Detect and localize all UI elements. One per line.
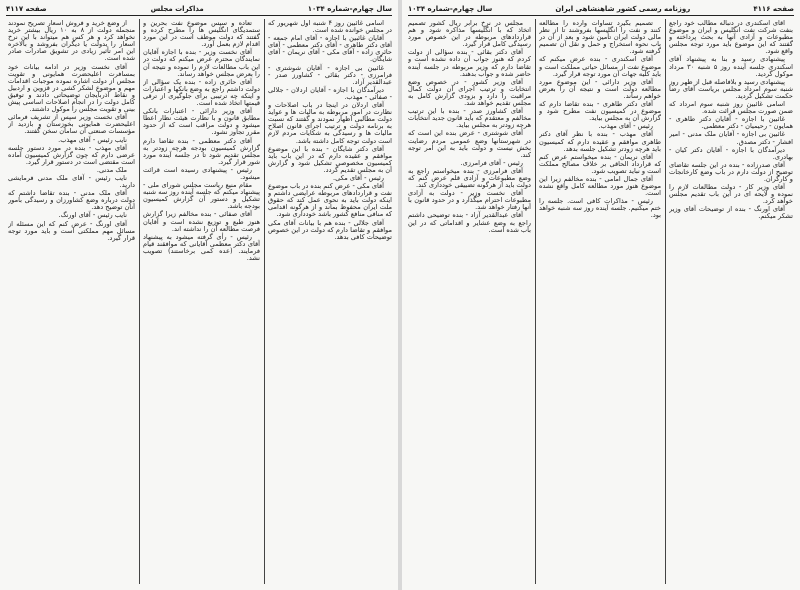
paragraph: آقایان غائبین با اجازه - آقای امام جمعه - آقای دکتر طاهری - آقای دکتر معظمی - آقای حائری زاده - آقای مکی - آقای نریمان - آقای شایگان. [268, 34, 392, 64]
column-divider [264, 19, 265, 584]
paragraph: آقای صدرزاده - بنده در این جلسه تقاضای توضیح از دولت دارم در باب وضع کارخانجات و کارگران. [669, 160, 793, 183]
paragraph: آقای اورنگ - بنده از توضیحات آقای وزیر تشکر میکنم. [669, 205, 793, 221]
paragraph: آقای مهذب - بنده در مورد دستور جلسه عرضی دارم که چون گزارش کمیسیون آماده است مقتضی است در دستور قرار گیرد. [8, 143, 135, 166]
paragraph: آقای فرامرزی - بنده میخواستم راجع به وضع مطبوعات و آزادی قلم عرض کنم که دولت باید از هرگونه تضییقی خودداری کند. [408, 166, 531, 190]
header-rule [6, 15, 392, 16]
paragraph: آقای مهذب - بنده با نظر آقای دکتر طاهری موافقم و عقیده دارم که کمیسیون باید هرچه زودتر تشکیل جلسه بدهد. [539, 130, 661, 153]
text-column-1 [268, 20, 392, 584]
paragraph: از وضع خرید و فروش اسعار تصریح نمودند منجمله دولت از ۸ به ۱۰ ریال بیشتر خرید نخواهد کرد و هر کس هم میتواند با این نرخ اسعار را بدولت یا دیگران بفروشد و بالاخره این امر تأثیر زیادی در تشویق صادرات صادر شده است. [8, 20, 135, 63]
paragraph: آقای صفائی - بنده مخالفم زیرا گزارش هنوز طبع و توزیع نشده است و آقایان فرصت مطالعه آن را نداشته اند. [143, 210, 260, 233]
newspaper-page-right [402, 0, 800, 590]
paragraph: رئیس - آقای مهذب. [598, 122, 653, 131]
paragraph: آقای ملک مدنی - بنده تقاضا داشتم که دولت درباره وضع کشاورزان و رسیدگی بامور آنان توضیح دهد. [8, 189, 135, 212]
paragraph: غائبین بی اجازه - آقایان شوشتری - فرامرزی - دکتر بقائی - کشاورز صدر - عبدالقدیر آزاد. [268, 63, 392, 86]
paragraph: نایب رئیس - آقای اورنگ. [58, 211, 127, 220]
paragraph: تصمیم بگیرد تساوات وارده را مطالعه کنند و نفت را انگلیسها بفروشند تا از نظر مالی دولت ایران تأمین شود و بعد از آن در باب نحوه استخراج و حمل و نقل آن تصمیم گرفته شود. [539, 20, 661, 56]
header-section: مذاکرات مجلس [150, 4, 204, 13]
paragraph: آقای دکتر معظمی - بنده تقاضا دارم گزارش کمیسیون بودجه هرچه زودتر به مجلس تقدیم شود تا در جلسه آینده مورد شور قرار گیرد. [143, 136, 260, 166]
paragraph: اسامی غائبین روز ۴ شنبه اول شهریور که در مجلس خوانده شده است. [268, 20, 392, 35]
paragraph: رئیس - رأی گرفته میشود به پیشنهاد آقای دکتر معظمی آقایانی که موافقند قیام فرمایند. (عده کمی برخاستند) تصویب نشد. [143, 232, 260, 262]
text-column-2 [539, 20, 661, 584]
paragraph: آقای اسکندری - بنده عرض میکنم که موضوع نفت از مسائل حیاتی مملکت است و باید کلیه جهات آن مورد توجه قرار گیرد. [539, 55, 661, 78]
paragraph: آقای اردلان در اینجا در باب اصلاحات و نظارت در امور مربوطه به مالیات ها و عواید دولت مطالبی اظهار نمودند و گفتند که نسبت به برنامه دولت و ترتیب اجرای قانون اصلاح مالیات ها و رسیدگی به شکایات مردم لازم است دولت توجه کامل داشته باشد. [268, 101, 392, 145]
text-column-3 [8, 20, 135, 584]
page-header [6, 3, 392, 14]
column-divider [665, 19, 666, 584]
paragraph: آقای نخست وزیر - بنده با اجازه آقایان نمایندگان محترم عرض میکنم که دولت در این باب مطالعات لازم را نموده و نتیجه آن را بعرض مجلس خواهد رساند. [143, 48, 260, 78]
paragraph: آقای اسکندری در دنباله مطالب خود راجع بنفت شرکت نفت انگلیس و ایران و موضوع مطبوعات و آزادی آنها به بحث پرداخته و گفتند که این موضوع باید مورد توجه مجلس واقع شود. [669, 20, 793, 56]
paragraph: تعاده و سپس موضوع نفت بحرین و ستمدیگای انگلیس ها را مطرح کرده و گفتند که دولت موظف است در این مورد اقدام لازم بعمل آورد. [143, 20, 260, 49]
paragraph: آقای کشاورز صدر - بنده با این ترتیب مخالفم و معتقدم که باید قانون جدید انتخابات هرچه زودتر به مجلس بیاید. [408, 107, 531, 130]
text-column-2 [143, 20, 260, 584]
paragraph: آقای نخست وزیر در ادامه بیانات خود بمسافرت اعلیحضرت همایونی و تقویت مجلس از دولت اشاره نموده موجبات اقدامات مهم و موضوع لشکر کشی در قزوین و اردبیل و نقاط آذربایجان توضیحاتی دادند و توفیق کامل دولت را در انجام اصلاحات اساسی پیش بینی و تقویت مجلس را موکول داشتند. [8, 62, 135, 114]
column-divider [139, 19, 140, 584]
header-title: روزنامه رسمی کشور شاهنشاهی ایران [555, 4, 691, 13]
paragraph: اسامی غائبین روز شنبه سوم امرداد که ضمن صورت مجلس قرائت شده. [669, 100, 793, 116]
paragraph: غائبین بی اجازه - آقایان ملک مدنی - امیر افشار - دکتر مصدق. [669, 130, 793, 146]
paragraph: دیرآمدگان با اجازه - آقایان دکتر کیان - بهادری. [669, 145, 793, 161]
paragraph: مقام منیع ریاست مجلس شورای ملی - پیشنهاد میکنم که جلسه آینده روز سه شنبه تشکیل و دستور آن گزارش کمیسیون بودجه باشد. [143, 181, 260, 211]
header-issue: سال چهارم-شماره ۱۰۳۴ [408, 4, 493, 13]
paragraph: آقای نخست وزیر سپس از تشریف فرمائی اعلیحضرت همایونی بخوزستان و بازدید از مؤسسات صنعتی آن سامان سخن گفتند. [8, 113, 135, 136]
paragraph: آقای وزیر کشور - در خصوص وضع انتخابات و ترتیب اجرای آن دولت کمال مراقبت را دارد و بزودی گزارش کامل به مجلس تقدیم خواهد شد. [408, 77, 531, 108]
paragraph: رئیس - آقای مکی. [332, 173, 384, 182]
paragraph: رئیس - آقای فرامرزی. [460, 158, 523, 167]
paragraph: آقای وزیر کار - دولت مطالعات لازم را نموده و لایحه ای در این باب تقدیم مجلس خواهد کرد. [669, 183, 793, 206]
paragraph: پیشنهادی رسید و بلافاصله قبل از ظهر روز شنبه سوم امرداد مجلس بریاست آقای رضا حکمت تشکیل گردید. [669, 77, 793, 100]
column-divider [535, 19, 536, 584]
paragraph: آقای دکتر طاهری - بنده تقاضا دارم که موضوع در کمیسیون نفت مطرح شود و گزارش آن به مجلس بیاید. [539, 100, 661, 123]
page-header [408, 3, 794, 14]
paragraph: آقای مکی - عرض کنم بنده در باب موضوع نفت و قراردادهای مربوطه عرایضی داشتم و اینکه دولت باید به نحوی عمل کند که حقوق ملت ایران محفوظ بماند و از هرگونه اقدامی که منافی منافع کشور باشد خودداری شود. [268, 182, 392, 219]
paragraph: آقای شوشتری - عرض بنده این است که در شهرستانها وضع عمومی مردم رضایت بخش نیست و دولت باید به این امر توجه کند. [408, 129, 531, 159]
paragraph: آقای عبدالقدیر آزاد - بنده توضیحی داشتم راجع به وضع عشایر و اقداماتی که در این باب شده است. [408, 211, 531, 234]
paragraph: آقای نریمان - بنده میخواستم عرض کنم که قرارداد الحاقی بر خلاف مصالح مملکت است و نباید تصویب شود. [539, 152, 661, 175]
paragraph: آقای نخست وزیر - دولت به آزادی مطبوعات احترام میگذارد و در حدود قانون با آنها رفتار خواهد شد. [408, 189, 531, 212]
paragraph: دیرآمدگان با اجازه - آقایان اردلان - جلالی - صفائی - مهذب. [268, 85, 392, 101]
header-rule [408, 15, 794, 16]
paragraph: غائبین با اجازه - آقایان دکتر طاهری - همایون - رحیمیان - دکتر معظمی. [669, 115, 793, 131]
paragraph: آقای جلالی - بنده هم با بیانات آقای مکی موافقم و تقاضا دارم که دولت در این خصوص توضیحات کافی بدهد. [268, 218, 392, 241]
paragraph: نایب رئیس - آقای مهذب. [58, 135, 127, 144]
text-column-1 [669, 20, 793, 584]
paragraph: پیشنهادی رسید و بنا به پیشنهاد آقای اسکندری جلسه آینده روز ۵ شنبه ۳۰ مرداد موکول گردید. [669, 55, 793, 78]
paragraph: آقای حائری زاده - بنده یک سؤالی از دولت داشتم راجع به وضع بانکها و اعتبارات و اینکه چه ترتیبی برای جلوگیری از ترقی قیمتها اتخاذ شده است. [143, 77, 260, 108]
text-column-3 [408, 20, 531, 584]
paragraph: رئیس - مذاکرات کافی است. جلسه را ختم میکنیم. جلسه آینده روز سه شنبه خواهد بود. [539, 197, 661, 220]
paragraph: آقای دکتر شایگان - بنده با این موضوع موافقم و عقیده دارم که در این باب باید کمیسیون مخصوصی تشکیل شود و گزارش آن به مجلس تقدیم گردد. [268, 144, 392, 174]
paragraph: آقای جمال امامی - بنده مخالفم زیرا این موضوع هنوز مورد مطالعه کامل واقع نشده است. [539, 174, 661, 198]
paragraph: ملک مدنی. [96, 165, 127, 174]
paragraph: آقای دکتر بقائی - بنده سؤالی از دولت کردم که هنوز جواب آن داده نشده است و تقاضا دارم که وزیر مربوطه در جلسه آینده حاضر شده و جواب بدهند. [408, 48, 531, 78]
header-issue: سال چهارم-شماره ۱۰۳۴ [307, 4, 392, 13]
paragraph: آقای اورنگ - عرض کنم که این مسئله از مسائل مهم مملکتی است و باید مورد توجه قرار گیرد. [8, 219, 135, 242]
paragraph: آقای وزیر دارائی - این موضوع مورد مطالعه دولت است و نتیجه آن را بعرض خواهم رساند. [539, 77, 661, 100]
paragraph: آقای وزیر دارائی - اعتبارات بانکی مطابق قانون و با نظارت هیئت نظار اعطا میشود و دولت مراقب است که از حدود مقرر تجاوز نشود. [143, 107, 260, 137]
newspaper-page-left [0, 0, 398, 590]
paragraph: رئیس - پیشنهادی رسیده است قرائت میشود. [143, 165, 260, 181]
paragraph: مجلس در نرخ برابر ریال کشور تصمیم اتخاذ که با انگلیسها مذاکره شود و هم قراردادهای مربوطه در این خصوص مورد رسیدگی کامل قرار گیرد. [408, 20, 531, 49]
header-page-number: صفحه ۴۱۱۶ [753, 4, 794, 13]
header-page-number: صفحه ۴۱۱۷ [6, 4, 47, 13]
paragraph: نایب رئیس - آقای ملک مدنی فرمایشی دارید. [8, 173, 135, 190]
